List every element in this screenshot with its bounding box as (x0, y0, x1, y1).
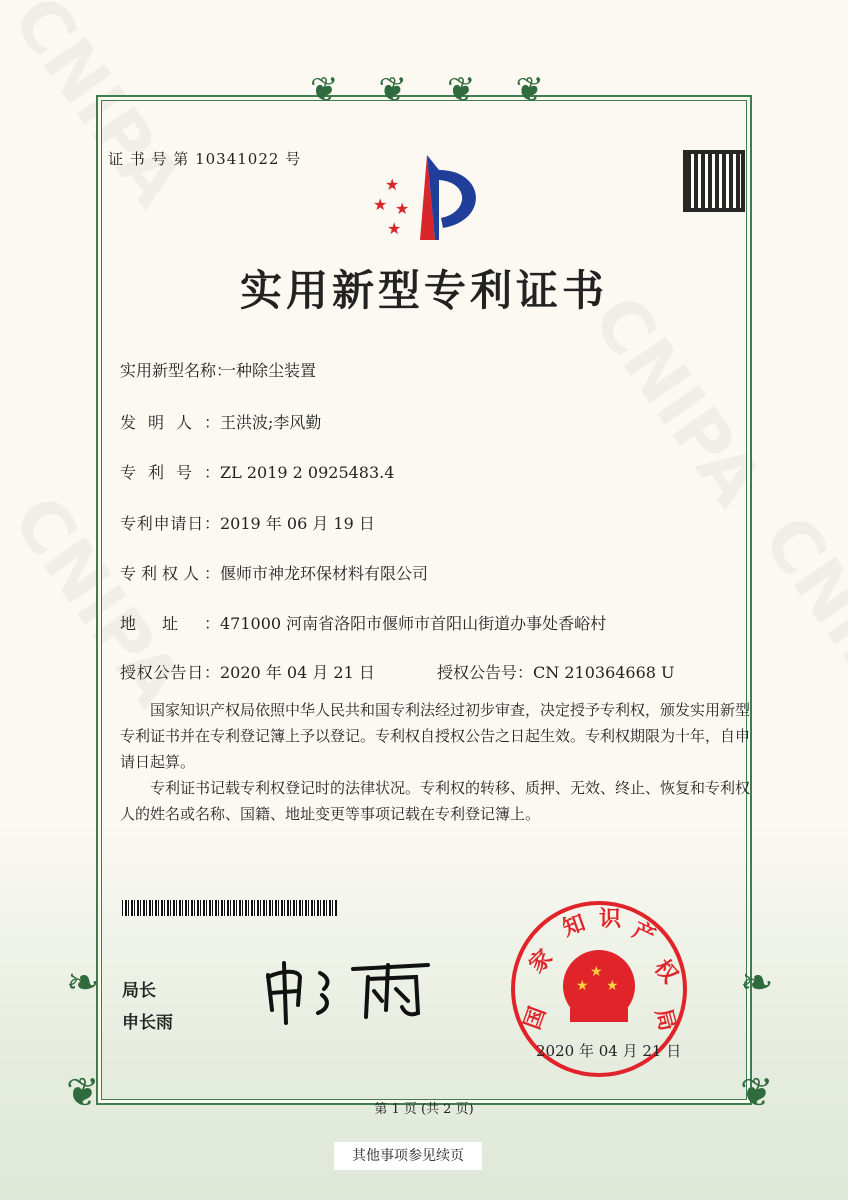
field-label: 实用新型名称： (120, 361, 233, 380)
field-row (120, 511, 375, 534)
svg-text:国: 国 (519, 1003, 552, 1033)
field-value: 王洪波;李风勤 (220, 413, 322, 432)
seal-date: 2020 年 04 月 21 日 (536, 1042, 682, 1060)
field-row (120, 660, 375, 683)
field-value: 2019 年 06 月 19 日 (220, 514, 375, 533)
svg-text:家: 家 (523, 944, 558, 979)
qr-code (683, 150, 745, 212)
announcement-number (437, 660, 675, 683)
svg-text:权: 权 (648, 954, 683, 989)
field-label: 专利权人： (120, 564, 220, 583)
ornament-side: ❧ (740, 960, 774, 1006)
svg-text:★: ★ (395, 199, 410, 218)
handwritten-signature (258, 955, 438, 1025)
paragraph: 专利证书记载专利权登记时的法律状况。专利权的转移、质押、无效、终止、恢复和专利权人的姓名或名称、国籍、地址变更等事项记载在专利登记簿上。 (120, 779, 751, 823)
field-label: 发明人： (120, 413, 220, 432)
svg-text:★: ★ (385, 175, 400, 194)
field-value: ZL 2019 2 0925483.4 (220, 463, 395, 482)
svg-text:★: ★ (590, 964, 603, 980)
field-label: 专利号： (120, 463, 220, 482)
page-title: 实用新型专利证书 (239, 266, 608, 315)
svg-text:产: 产 (628, 916, 660, 950)
ornament-corner: ❦ (66, 1070, 100, 1116)
signatory-role: 局长 (122, 981, 156, 1001)
field-row (120, 358, 316, 381)
field-row (120, 561, 428, 584)
svg-text:知: 知 (559, 909, 589, 942)
ornament-top: ❦❦❦❦ (310, 70, 584, 110)
field-value: 471000 河南省洛阳市偃师市首阳山街道办事处香峪村 (220, 614, 607, 633)
barcode (122, 900, 337, 916)
field-label: 地址： (120, 614, 220, 633)
certificate-number: 证 书 号 第 10341022 号 (108, 150, 302, 168)
svg-text:★: ★ (576, 978, 589, 994)
ornament-side: ❧ (66, 960, 100, 1006)
field-value: 偃师市神龙环保材料有限公司 (220, 564, 429, 583)
page-number: 第 1 页 (共 2 页) (374, 1102, 474, 1117)
field-row (120, 611, 606, 634)
svg-text:★: ★ (373, 195, 388, 214)
watermark (747, 501, 848, 741)
field-row (120, 410, 321, 433)
signatory-name: 申长雨 (122, 1013, 173, 1033)
field-value: 一种除尘装置 (220, 361, 317, 380)
field-label: 授权公告日： (120, 663, 220, 682)
field-label: 授权公告号： (437, 663, 534, 682)
field-label: 专利申请日： (120, 514, 220, 533)
field-row (120, 460, 394, 483)
paragraph: 国家知识产权局依照中华人民共和国专利法经过初步审查，决定授予专利权，颁发实用新型专利证书并在专利登记簿上予以登记。专利权自授权公告之日起生效。专利权期限为十年，自申请日起算。 (120, 701, 751, 771)
svg-text:★: ★ (387, 219, 402, 238)
continued-note: 其他事项参见续页 (334, 1142, 482, 1170)
ornament-corner: ❦ (740, 1070, 774, 1116)
svg-text:★: ★ (606, 978, 619, 994)
svg-text:识: 识 (599, 906, 622, 932)
cnipa-logo (365, 150, 490, 245)
field-value: CN 210364668 U (533, 663, 675, 682)
svg-text:局: 局 (649, 1005, 681, 1034)
field-value: 2020 年 04 月 21 日 (220, 663, 375, 682)
